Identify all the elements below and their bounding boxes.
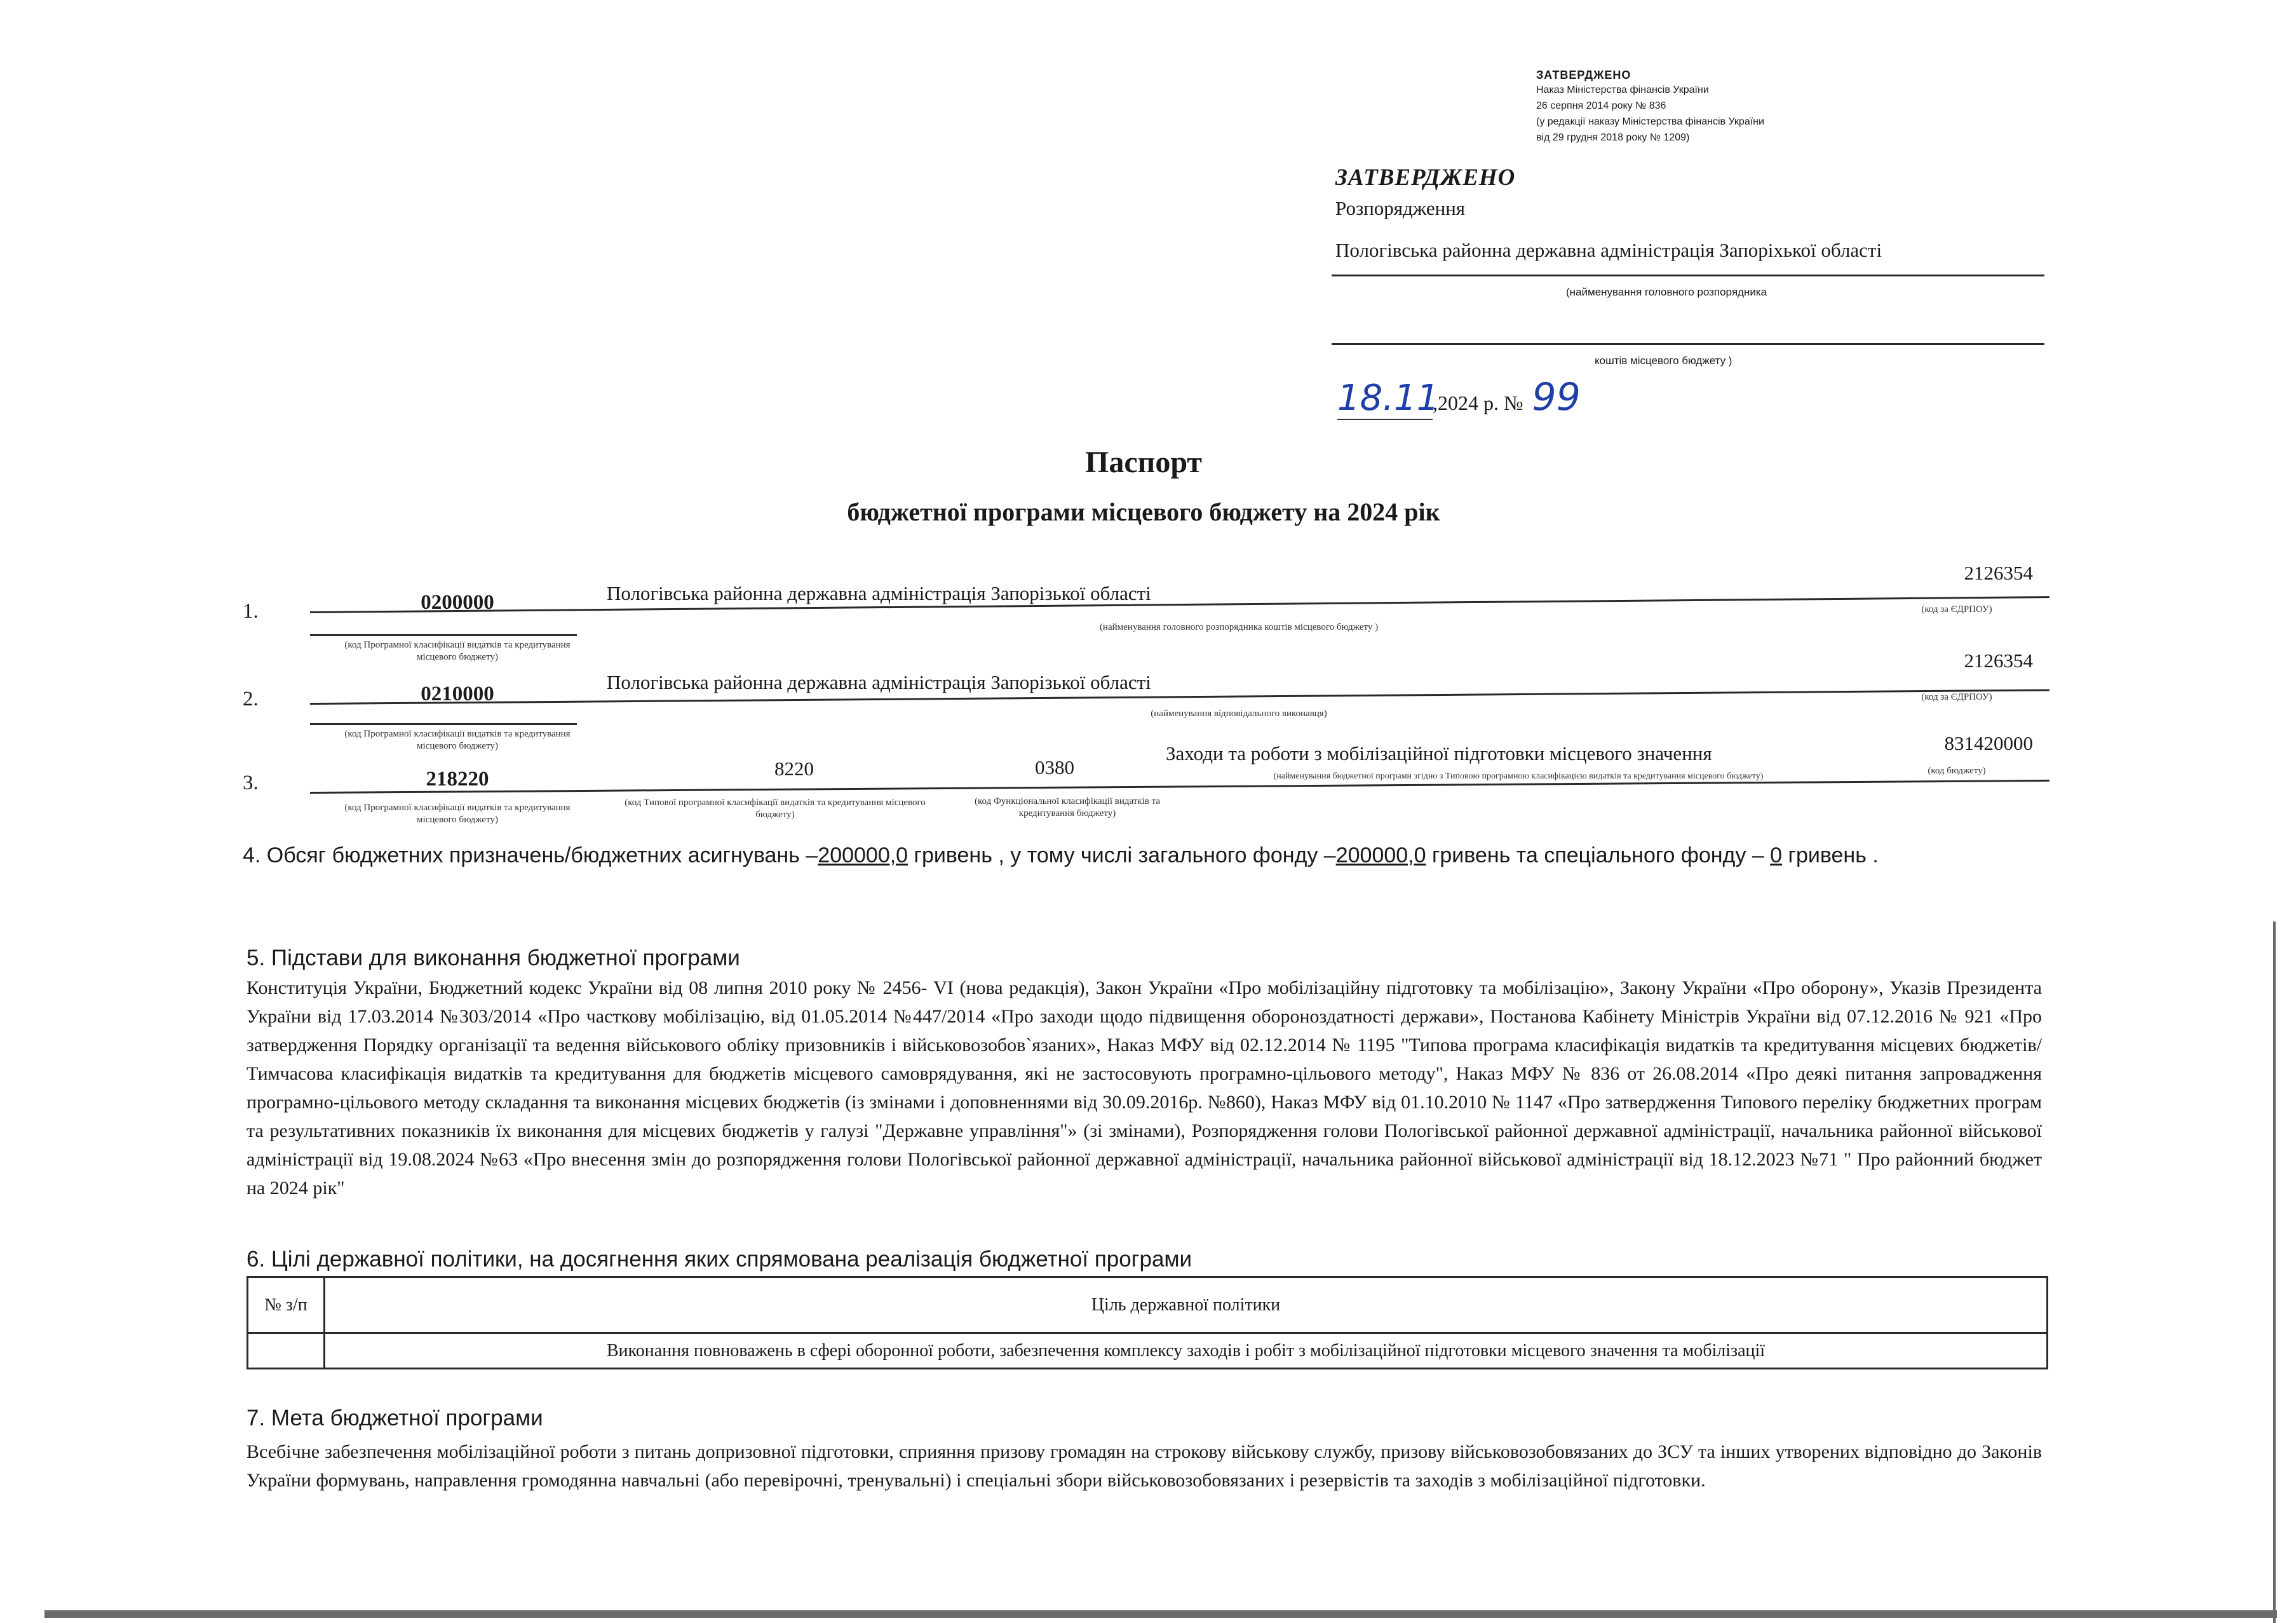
section-4-prefix: 4. Обсяг бюджетних призначень/бюджетних асигнувань – <box>243 843 818 867</box>
approval-date-line <box>1337 375 1581 419</box>
goal-number <box>248 1333 325 1369</box>
budget-code: 831420000 <box>1944 732 2033 754</box>
row-number: 2. <box>243 688 259 710</box>
row-rule <box>310 723 577 725</box>
approval-stamp <box>1536 69 1867 146</box>
edrpou-code: 2126354 <box>1964 562 2033 584</box>
table-header-row <box>248 1277 2048 1333</box>
caption: (код за ЄДРПОУ) <box>1921 604 1992 615</box>
section-4-mid1: гривень , у тому числі загального фонду – <box>908 843 1336 867</box>
col-header-number: № з/п <box>248 1277 325 1333</box>
stamp-line: від 29 грудня 2018 року № 1209) <box>1536 132 1690 143</box>
caption: (код Функціональної класифікації видатків та кредитування бюджету) <box>974 796 1160 818</box>
section-4-mid2: гривень та спеціального фонду – <box>1426 843 1771 867</box>
fkvk-code: 0380 <box>1035 756 1074 778</box>
scan-edge-bottom <box>44 1610 2277 1618</box>
program-code: 218220 <box>426 768 489 791</box>
stamp-line: 26 серпня 2014 року № 836 <box>1536 100 1666 111</box>
approval-doc-type: Розпорядження <box>1335 197 1466 219</box>
approval-rule-1 <box>1332 275 2044 276</box>
tpkvk-code: 8220 <box>774 757 814 780</box>
approval-date-suffix: ,2024 р. № <box>1433 391 1523 414</box>
handwritten-date: 18.11 <box>1337 377 1440 419</box>
stamp-title: ЗАТВЕРДЖЕНО <box>1536 69 1631 81</box>
special-fund-amount: 0 <box>1770 843 1783 867</box>
section-5-heading: 5. Підстави для виконання бюджетної програми <box>246 946 740 970</box>
caption: (найменування головного розпорядника коштів місцевого бюджету ) <box>1099 622 1379 632</box>
caption: (код бюджету) <box>1928 766 1986 776</box>
caption: (найменування бюджетної програми згідно з Типовою програмною класифікацією видатків та кредитування місцевого бюджету) <box>1273 771 1764 781</box>
section-6-heading: 6. Цілі державної політики, на досягнення яких спрямована реалізація бюджетної програми <box>246 1247 1192 1272</box>
row-number: 3. <box>243 771 259 794</box>
caption: (код за ЄДРПОУ) <box>1921 692 1992 702</box>
edrpou-code: 2126354 <box>1964 649 2033 672</box>
col-header-goal: Ціль державної політики <box>325 1277 2048 1333</box>
goal-text: Виконання повноважень в сфері оборонної роботи, забезпечення комплексу заходів і робіт з мобілізаційної підготовки місцевого значення та мобілізації <box>325 1333 2048 1369</box>
scan-edge-right <box>2273 921 2276 1623</box>
goals-table <box>246 1276 2048 1369</box>
general-fund-amount: 200000,0 <box>1335 843 1426 867</box>
program-code: 0200000 <box>421 591 494 614</box>
program-code: 0210000 <box>421 682 494 705</box>
row-number: 1. <box>243 600 259 623</box>
page-subtitle: бюджетної програми місцевого бюджету на 2024 рік <box>847 498 1440 526</box>
handwritten-number: 99 <box>1532 375 1581 419</box>
total-amount: 200000,0 <box>818 843 908 867</box>
approval-caption-1: (найменування головного розпорядника <box>1566 286 1767 298</box>
responsible-name: Пологівська районна державна адміністрація Запорізької області <box>607 582 1151 604</box>
approval-title: ЗАТВЕРДЖЕНО <box>1335 165 1516 191</box>
caption: (код Типової програмної класифікації видатків та кредитування місцевого бюджету) <box>625 798 926 820</box>
executor-name: Пологівська районна державна адміністрація Запорізької області <box>607 671 1151 693</box>
program-name: Заходи та роботи з мобілізаційної підготовки місцевого значення <box>1166 742 1712 764</box>
section-7-heading: 7. Мета бюджетної програми <box>246 1406 543 1430</box>
section-4 <box>243 839 2038 872</box>
caption: (код Програмної класифікації видатків та кредитування місцевого бюджету) <box>344 803 571 825</box>
row-rule <box>310 634 577 636</box>
section-7-text: Всебічне забезпечення мобілізаційної роботи з питань допризовної підготовки, сприяння призову громадян на строкову військову службу, призову військовозобовязаних до ЗСУ та інших утворених відповідно до Законів України формувань, направлення громодянна навчальні (або перевірочні, тренувальні) і спеціальні збори військовозобовязаних і резервістів та заходів з мобілізаційної підготовки. <box>246 1441 2042 1491</box>
stamp-line: Наказ Міністерства фінансів України <box>1536 85 1709 95</box>
caption: (код Програмної класифікації видатків та кредитування місцевого бюджету) <box>344 640 571 662</box>
table-row <box>248 1333 2048 1369</box>
caption: (найменування відповідального виконавця) <box>1151 709 1327 719</box>
approval-rule-2 <box>1332 343 2044 345</box>
approval-caption-2: коштів місцевого бюджету ) <box>1595 355 1732 367</box>
caption: (код Програмної класифікації видатків та кредитування місцевого бюджету) <box>344 729 571 751</box>
approval-authority: Пологівська районна державна адміністрація Запоріхької області <box>1335 239 1882 261</box>
section-4-suffix: гривень . <box>1782 843 1879 867</box>
stamp-line: (у редакції наказу Міністерства фінансів України <box>1536 116 1764 127</box>
page-title: Паспорт <box>1085 445 1202 479</box>
section-5-text: Конституція України, Бюджетний кодекс України від 08 липня 2010 року № 2456- VI (нова редакція), Закон України «Про мобілізаційну підготовку та мобілізацію», Закону України «Про оборону», Указів Президента України від 17.03.2014 №303/2014 «Про часткову мобілізацію, від 01.05.2014 №447/2014 «Про заходи щодо підвищення обороноздатності держави», Постанова Кабінету Міністрів України від 07.12.2016 № 921 «Про затвердження Порядку організації та ведення військового обліку призовників і військовозобов`язаних», Наказ МФУ від 02.12.2014 № 1195 "Типова програма класифікація видатків та кредитування місцевих бюджетів/Тимчасова класифікація видатків та кредитування для бюджетів місцевого самоврядування, які не застосовують програмно-цільового методу", Наказ МФУ № 836 от 26.08.2014 «Про деякі питання запровадження програмно-цільового методу складання та виконання місцевих бюджетів (із змінами і доповненнями від 30.09.2016р. №860), Наказ МФУ від 01.10.2010 № 1147 «Про затвердження Типового переліку бюджетних програм та результативних показників їх виконання для місцевих бюджетів у галузі "Державне управління"» (зі змінами), Розпорядження голови Пологівської районної державної адміністрації, начальника районної військової адміністрації від 19.08.2024 №63 «Про внесення змін до розпорядження голови Пологівської районної державної адміністрації, начальника районної військової адміністрації від 18.12.2023 №71 " Про районний бюджет на 2024 рік" <box>246 977 2042 1199</box>
